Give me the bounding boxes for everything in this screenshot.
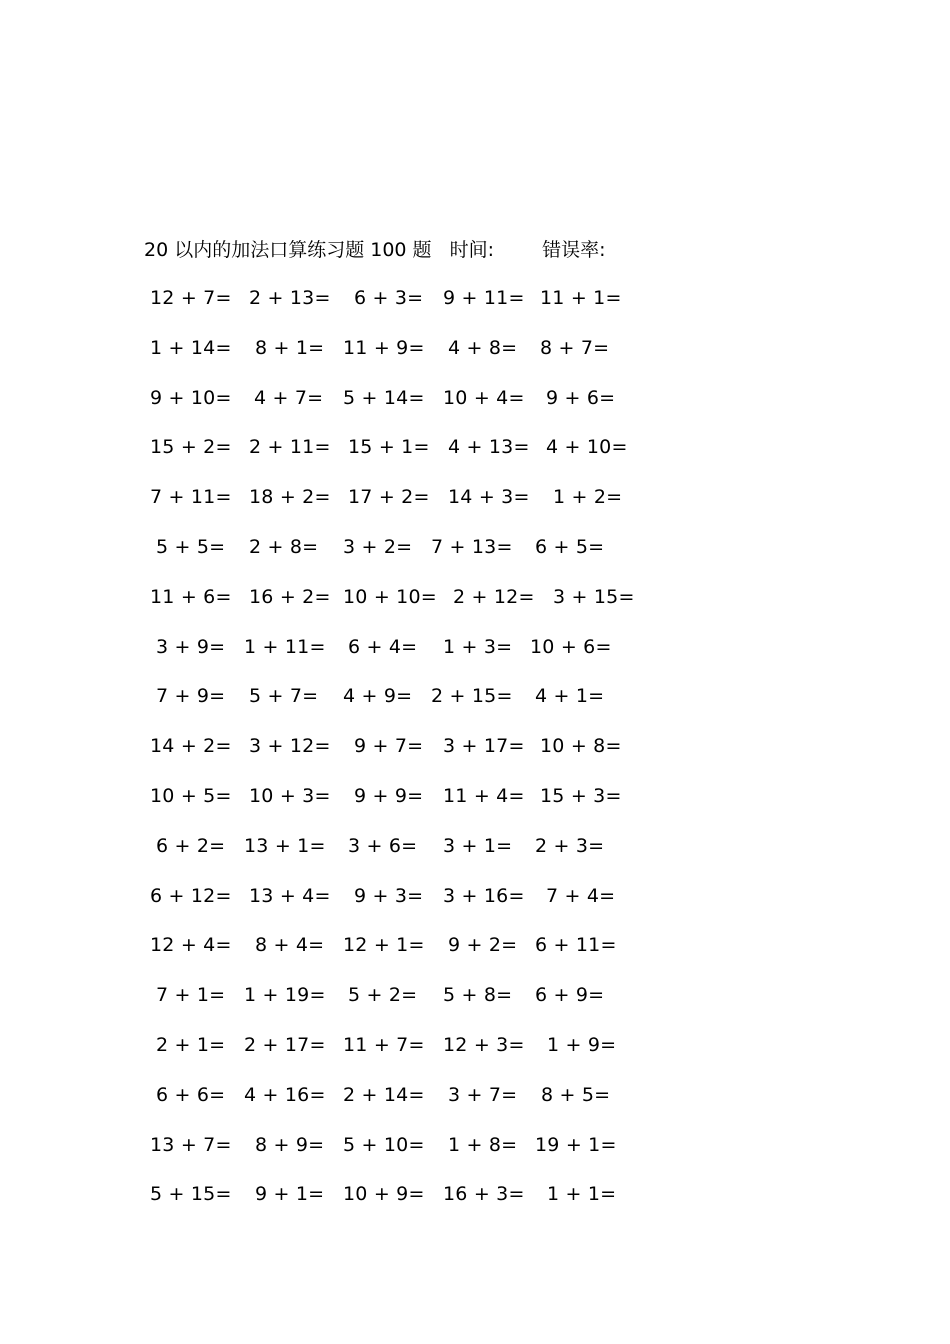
problem-item: 3 + 16=	[443, 885, 525, 907]
problem-item: 3 + 7=	[448, 1084, 518, 1106]
problem-item: 4 + 7=	[254, 387, 324, 409]
worksheet-title: 20 以内的加法口算练习题 100 题	[144, 239, 432, 261]
problem-item: 5 + 2=	[348, 984, 418, 1006]
problem-item: 12 + 3=	[443, 1034, 525, 1056]
problem-item: 9 + 1=	[255, 1183, 325, 1205]
problem-item: 2 + 11=	[249, 436, 331, 458]
problem-item: 11 + 4=	[443, 785, 525, 807]
problem-item: 19 + 1=	[535, 1134, 617, 1156]
problem-item: 5 + 7=	[249, 685, 319, 707]
problem-item: 1 + 3=	[443, 636, 513, 658]
problem-item: 2 + 13=	[249, 287, 331, 309]
problem-item: 16 + 2=	[249, 586, 331, 608]
problem-item: 6 + 12=	[150, 885, 232, 907]
problem-item: 9 + 10=	[150, 387, 232, 409]
problem-item: 3 + 15=	[553, 586, 635, 608]
problem-item: 4 + 9=	[343, 685, 413, 707]
problem-item: 2 + 14=	[343, 1084, 425, 1106]
problem-item: 11 + 1=	[540, 287, 622, 309]
problem-item: 10 + 4=	[443, 387, 525, 409]
problem-item: 15 + 2=	[150, 436, 232, 458]
problem-item: 1 + 1=	[547, 1183, 617, 1205]
problem-item: 1 + 8=	[448, 1134, 518, 1156]
problem-item: 3 + 12=	[249, 735, 331, 757]
problem-item: 11 + 7=	[343, 1034, 425, 1056]
problem-item: 5 + 15=	[150, 1183, 232, 1205]
problem-item: 14 + 2=	[150, 735, 232, 757]
problem-item: 8 + 7=	[540, 337, 610, 359]
problem-item: 16 + 3=	[443, 1183, 525, 1205]
time-label: 时间:	[449, 239, 495, 261]
problem-item: 11 + 9=	[343, 337, 425, 359]
problem-item: 9 + 2=	[448, 934, 518, 956]
problem-item: 6 + 9=	[535, 984, 605, 1006]
problem-item: 9 + 9=	[354, 785, 424, 807]
problem-item: 10 + 8=	[540, 735, 622, 757]
problem-item: 7 + 9=	[156, 685, 226, 707]
problem-item: 12 + 1=	[343, 934, 425, 956]
problem-item: 9 + 3=	[354, 885, 424, 907]
problem-item: 15 + 3=	[540, 785, 622, 807]
problem-item: 8 + 9=	[255, 1134, 325, 1156]
problem-item: 12 + 4=	[150, 934, 232, 956]
problem-item: 12 + 7=	[150, 287, 232, 309]
problem-item: 2 + 1=	[156, 1034, 226, 1056]
problem-item: 10 + 3=	[249, 785, 331, 807]
problem-item: 9 + 11=	[443, 287, 525, 309]
problem-item: 9 + 6=	[546, 387, 616, 409]
problem-item: 6 + 4=	[348, 636, 418, 658]
problem-item: 2 + 15=	[431, 685, 513, 707]
problem-item: 13 + 4=	[249, 885, 331, 907]
problem-item: 7 + 13=	[431, 536, 513, 558]
problem-item: 2 + 17=	[244, 1034, 326, 1056]
problem-item: 3 + 9=	[156, 636, 226, 658]
problem-item: 6 + 2=	[156, 835, 226, 857]
problem-item: 5 + 5=	[156, 536, 226, 558]
problem-item: 10 + 5=	[150, 785, 232, 807]
problem-item: 2 + 8=	[249, 536, 319, 558]
problem-item: 1 + 11=	[244, 636, 326, 658]
problem-item: 6 + 5=	[535, 536, 605, 558]
problem-item: 7 + 1=	[156, 984, 226, 1006]
problem-item: 5 + 8=	[443, 984, 513, 1006]
problem-item: 7 + 11=	[150, 486, 232, 508]
problem-item: 15 + 1=	[348, 436, 430, 458]
problem-item: 6 + 11=	[535, 934, 617, 956]
worksheet-header	[144, 236, 605, 264]
problem-item: 10 + 6=	[530, 636, 612, 658]
problem-item: 18 + 2=	[249, 486, 331, 508]
problem-item: 10 + 9=	[343, 1183, 425, 1205]
problem-item: 8 + 5=	[541, 1084, 611, 1106]
problem-item: 8 + 1=	[255, 337, 325, 359]
problem-item: 13 + 7=	[150, 1134, 232, 1156]
problem-item: 2 + 3=	[535, 835, 605, 857]
problem-item: 3 + 17=	[443, 735, 525, 757]
problem-item: 14 + 3=	[448, 486, 530, 508]
problem-item: 2 + 12=	[453, 586, 535, 608]
problem-item: 9 + 7=	[354, 735, 424, 757]
problem-item: 11 + 6=	[150, 586, 232, 608]
problem-item: 1 + 2=	[553, 486, 623, 508]
problem-item: 3 + 2=	[343, 536, 413, 558]
problem-item: 7 + 4=	[546, 885, 616, 907]
problem-item: 5 + 14=	[343, 387, 425, 409]
problem-item: 17 + 2=	[348, 486, 430, 508]
problem-item: 4 + 16=	[244, 1084, 326, 1106]
problem-item: 4 + 8=	[448, 337, 518, 359]
problem-item: 5 + 10=	[343, 1134, 425, 1156]
problem-item: 8 + 4=	[255, 934, 325, 956]
problem-item: 1 + 9=	[547, 1034, 617, 1056]
error-rate-label: 错误率:	[542, 239, 606, 261]
problem-item: 1 + 14=	[150, 337, 232, 359]
problem-item: 4 + 1=	[535, 685, 605, 707]
problem-item: 6 + 3=	[354, 287, 424, 309]
problem-item: 3 + 1=	[443, 835, 513, 857]
problem-item: 13 + 1=	[244, 835, 326, 857]
problem-item: 1 + 19=	[244, 984, 326, 1006]
problem-item: 4 + 13=	[448, 436, 530, 458]
problem-item: 4 + 10=	[546, 436, 628, 458]
problem-item: 3 + 6=	[348, 835, 418, 857]
problem-item: 10 + 10=	[343, 586, 437, 608]
problem-item: 6 + 6=	[156, 1084, 226, 1106]
